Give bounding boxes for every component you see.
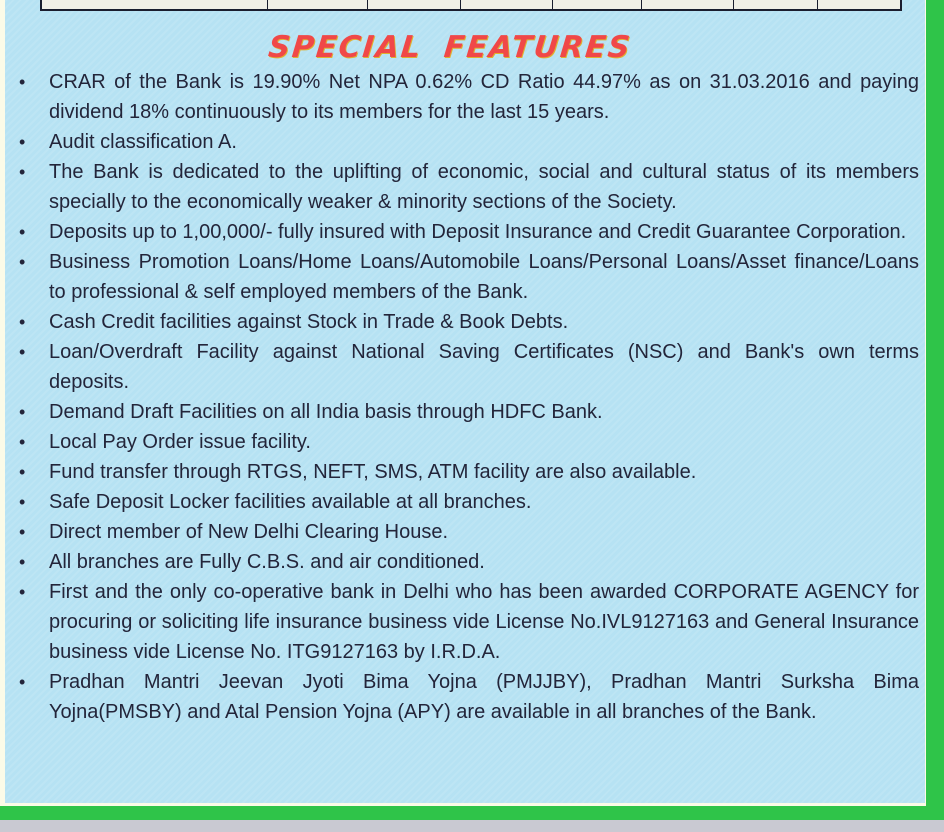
bullet-icon: • [19, 342, 26, 362]
feature-item [5, 337, 919, 397]
feature-text: Direct member of New Delhi Clearing House. [49, 521, 449, 543]
feature-text: Business Promotion Loans/Home Loans/Automobile Loans/Personal Loans/Asset finance/Loans to professional & self employed members of the Bank. [49, 251, 919, 303]
feature-item [5, 157, 919, 217]
bullet-icon: • [19, 402, 26, 422]
table-cell [734, 0, 819, 9]
feature-text: Demand Draft Facilities on all India basis through HDFC Bank. [49, 401, 603, 423]
table-cell [42, 0, 268, 9]
feature-item [5, 517, 919, 547]
bullet-icon: • [19, 462, 26, 482]
feature-text: Cash Credit facilities against Stock in Trade & Book Debts. [49, 311, 569, 333]
feature-item [5, 247, 919, 307]
bullet-icon: • [19, 672, 26, 692]
feature-text: Audit classification A. [49, 131, 237, 153]
feature-text: Deposits up to 1,00,000/- fully insured with Deposit Insurance and Credit Guarantee Corporation. [49, 221, 907, 243]
feature-item [5, 487, 919, 517]
feature-text: All branches are Fully C.B.S. and air conditioned. [49, 551, 485, 573]
title-word-special: SPECIAL [266, 30, 424, 65]
bullet-icon: • [19, 492, 26, 512]
feature-item [5, 397, 919, 427]
feature-item [5, 307, 919, 337]
table-cell [368, 0, 461, 9]
bullet-icon: • [19, 252, 26, 272]
feature-text: CRAR of the Bank is 19.90% Net NPA 0.62% CD Ratio 44.97% as on 31.03.2016 and paying dividend 18% continuously to its members for the last 15 years. [49, 71, 919, 123]
feature-text: The Bank is dedicated to the uplifting of economic, social and cultural status of its members specially to the economically weaker & minority sections of the Society. [49, 161, 919, 213]
feature-text: Pradhan Mantri Jeevan Jyoti Bima Yojna (PMJJBY), Pradhan Mantri Surksha Bima Yojna(PMSBY) and Atal Pension Yojna (APY) are available in all branches of the Bank. [49, 671, 919, 723]
table-cell [818, 0, 900, 9]
section-title [3, 30, 897, 65]
feature-item [5, 457, 919, 487]
table-cell [553, 0, 643, 9]
feature-text: Loan/Overdraft Facility against National Saving Certificates (NSC) and Bank's own terms deposits. [49, 341, 919, 393]
title-word-features: FEATURES [442, 30, 634, 65]
bullet-icon: • [19, 432, 26, 452]
feature-item [5, 577, 919, 667]
feature-text: Safe Deposit Locker facilities available at all branches. [49, 491, 532, 513]
table-cell [642, 0, 734, 9]
feature-item [5, 217, 919, 247]
feature-text: First and the only co-operative bank in Delhi who has been awarded CORPORATE AGENCY for procuring or soliciting life insurance business vide License No.IVL9127163 and General Insurance business vide License No. ITG9127163 by I.R.D.A. [49, 581, 919, 663]
feature-text: Local Pay Order issue facility. [49, 431, 311, 453]
feature-item [5, 667, 919, 727]
feature-item [5, 547, 919, 577]
bullet-icon: • [19, 132, 26, 152]
bullet-icon: • [19, 552, 26, 572]
features-panel [5, 0, 925, 803]
bullet-icon: • [19, 222, 26, 242]
bullet-icon: • [19, 162, 26, 182]
table-cell [268, 0, 369, 9]
feature-item [5, 127, 919, 157]
table-bottom-edge [40, 0, 902, 11]
bullet-icon: • [19, 582, 26, 602]
feature-item [5, 427, 919, 457]
feature-text: Fund transfer through RTGS, NEFT, SMS, ATM facility are also available. [49, 461, 697, 483]
feature-item [5, 67, 919, 127]
bullet-icon: • [19, 522, 26, 542]
features-list [5, 67, 919, 727]
bullet-icon: • [19, 312, 26, 332]
bullet-icon: • [19, 72, 26, 92]
table-cell [461, 0, 553, 9]
